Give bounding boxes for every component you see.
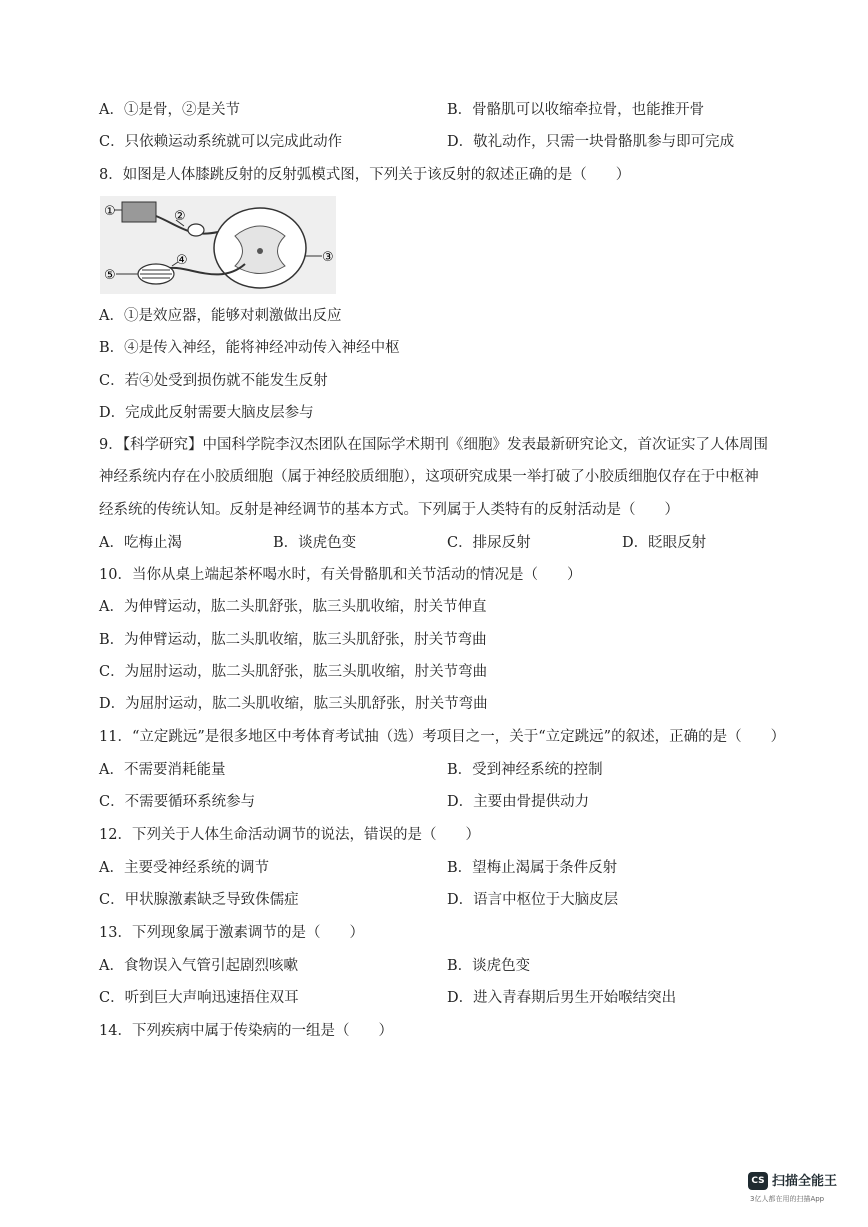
central-canal <box>257 248 263 254</box>
reflex-arc-figure <box>100 196 336 294</box>
q10-option-b: B．为伸臂运动，肱二头肌收缩，肱三头肌舒张，肘关节弯曲 <box>99 632 487 648</box>
watermark-title: 扫描全能王 <box>772 1174 838 1189</box>
q11-option-b: B．受到神经系统的控制 <box>447 762 603 778</box>
q8-option-a: A．①是效应器，能够对刺激做出反应 <box>99 308 342 324</box>
q9-option-c: C．排尿反射 <box>447 535 531 551</box>
q9-option-d: D．眨眼反射 <box>622 535 707 551</box>
receptor-shape <box>122 202 156 222</box>
q11-option-a: A．不需要消耗能量 <box>99 762 226 778</box>
camscanner-logo-icon: CS <box>748 1172 768 1190</box>
q7-option-d: D．敬礼动作，只需一块骨骼肌参与即可完成 <box>447 134 735 150</box>
q13-option-a: A．食物误入气管引起剧烈咳嗽 <box>99 958 298 974</box>
q9-stem-line3: 经系统的传统认知。反射是神经调节的基本方式。下列属于人类特有的反射活动是（ ） <box>99 502 679 518</box>
q12-option-c: C．甲状腺激素缺乏导致侏儒症 <box>99 892 299 908</box>
q8-option-c: C．若④处受到损伤就不能发生反射 <box>99 373 328 389</box>
q13-option-c: C．听到巨大声响迅速捂住双耳 <box>99 990 299 1006</box>
q10-option-c: C．为屈肘运动，肱二头肌舒张，肱三头肌收缩，肘关节弯曲 <box>99 664 488 680</box>
q10-option-a: A．为伸臂运动，肱二头肌舒张，肱三头肌收缩，肘关节伸直 <box>99 599 487 615</box>
q7-option-b: B．骨骼肌可以收缩牵拉骨，也能推开骨 <box>447 102 705 118</box>
q13-option-d: D．进入青春期后男生开始喉结突出 <box>447 990 677 1006</box>
figure-label-2: ② <box>174 209 186 224</box>
ganglion-shape <box>188 224 204 236</box>
q7-option-a: A．①是骨，②是关节 <box>99 102 240 118</box>
q11-stem: 11．“立定跳远”是很多地区中考体育考试抽（选）考项目之一，关于“立定跳远”的叙述，正确的是（ ） <box>99 729 786 745</box>
q12-option-a: A．主要受神经系统的调节 <box>99 860 269 876</box>
q11-option-c: C．不需要循环系统参与 <box>99 794 256 810</box>
q12-stem: 12．下列关于人体生命活动调节的说法，错误的是（ ） <box>99 827 480 843</box>
effector-muscle <box>138 264 174 284</box>
figure-label-5: ⑤ <box>104 268 116 283</box>
q8-option-d: D．完成此反射需要大脑皮层参与 <box>99 405 314 421</box>
reflex-arc-diagram <box>100 196 336 294</box>
q14-stem: 14．下列疾病中属于传染病的一组是（ ） <box>99 1023 393 1039</box>
q9-option-a: A．吃梅止渴 <box>99 535 182 551</box>
q12-option-d: D．语言中枢位于大脑皮层 <box>447 892 619 908</box>
figure-label-4: ④ <box>176 253 188 268</box>
q12-option-b: B．望梅止渴属于条件反射 <box>447 860 618 876</box>
q13-option-b: B．谈虎色变 <box>447 958 531 974</box>
q10-stem: 10．当你从桌上端起茶杯喝水时，有关骨骼肌和关节活动的情况是（ ） <box>99 567 582 583</box>
figure-label-1: ① <box>104 204 116 219</box>
scanner-watermark <box>748 1170 858 1220</box>
watermark-subtitle: 3亿人都在用的扫描App <box>750 1195 825 1203</box>
figure-label-3: ③ <box>322 250 334 265</box>
q9-stem-line1: 9．【科学研究】中国科学院李汉杰团队在国际学术期刊《细胞》发表最新研究论文，首次证实了人体周围 <box>99 437 768 453</box>
q10-option-d: D．为屈肘运动，肱二头肌收缩，肱三头肌舒张，肘关节弯曲 <box>99 696 488 712</box>
q9-option-b: B．谈虎色变 <box>273 535 357 551</box>
q9-stem-line2: 神经系统内存在小胶质细胞（属于神经胶质细胞），这项研究成果一举打破了小胶质细胞仅存在于中枢神 <box>99 469 759 485</box>
q8-option-b: B．④是传入神经，能将神经冲动传入神经中枢 <box>99 340 400 356</box>
q7-option-c: C．只依赖运动系统就可以完成此动作 <box>99 134 343 150</box>
q13-stem: 13．下列现象属于激素调节的是（ ） <box>99 925 364 941</box>
q8-stem: 8．如图是人体膝跳反射的反射弧模式图，下列关于该反射的叙述正确的是（ ） <box>99 167 631 183</box>
q11-option-d: D．主要由骨提供动力 <box>447 794 590 810</box>
